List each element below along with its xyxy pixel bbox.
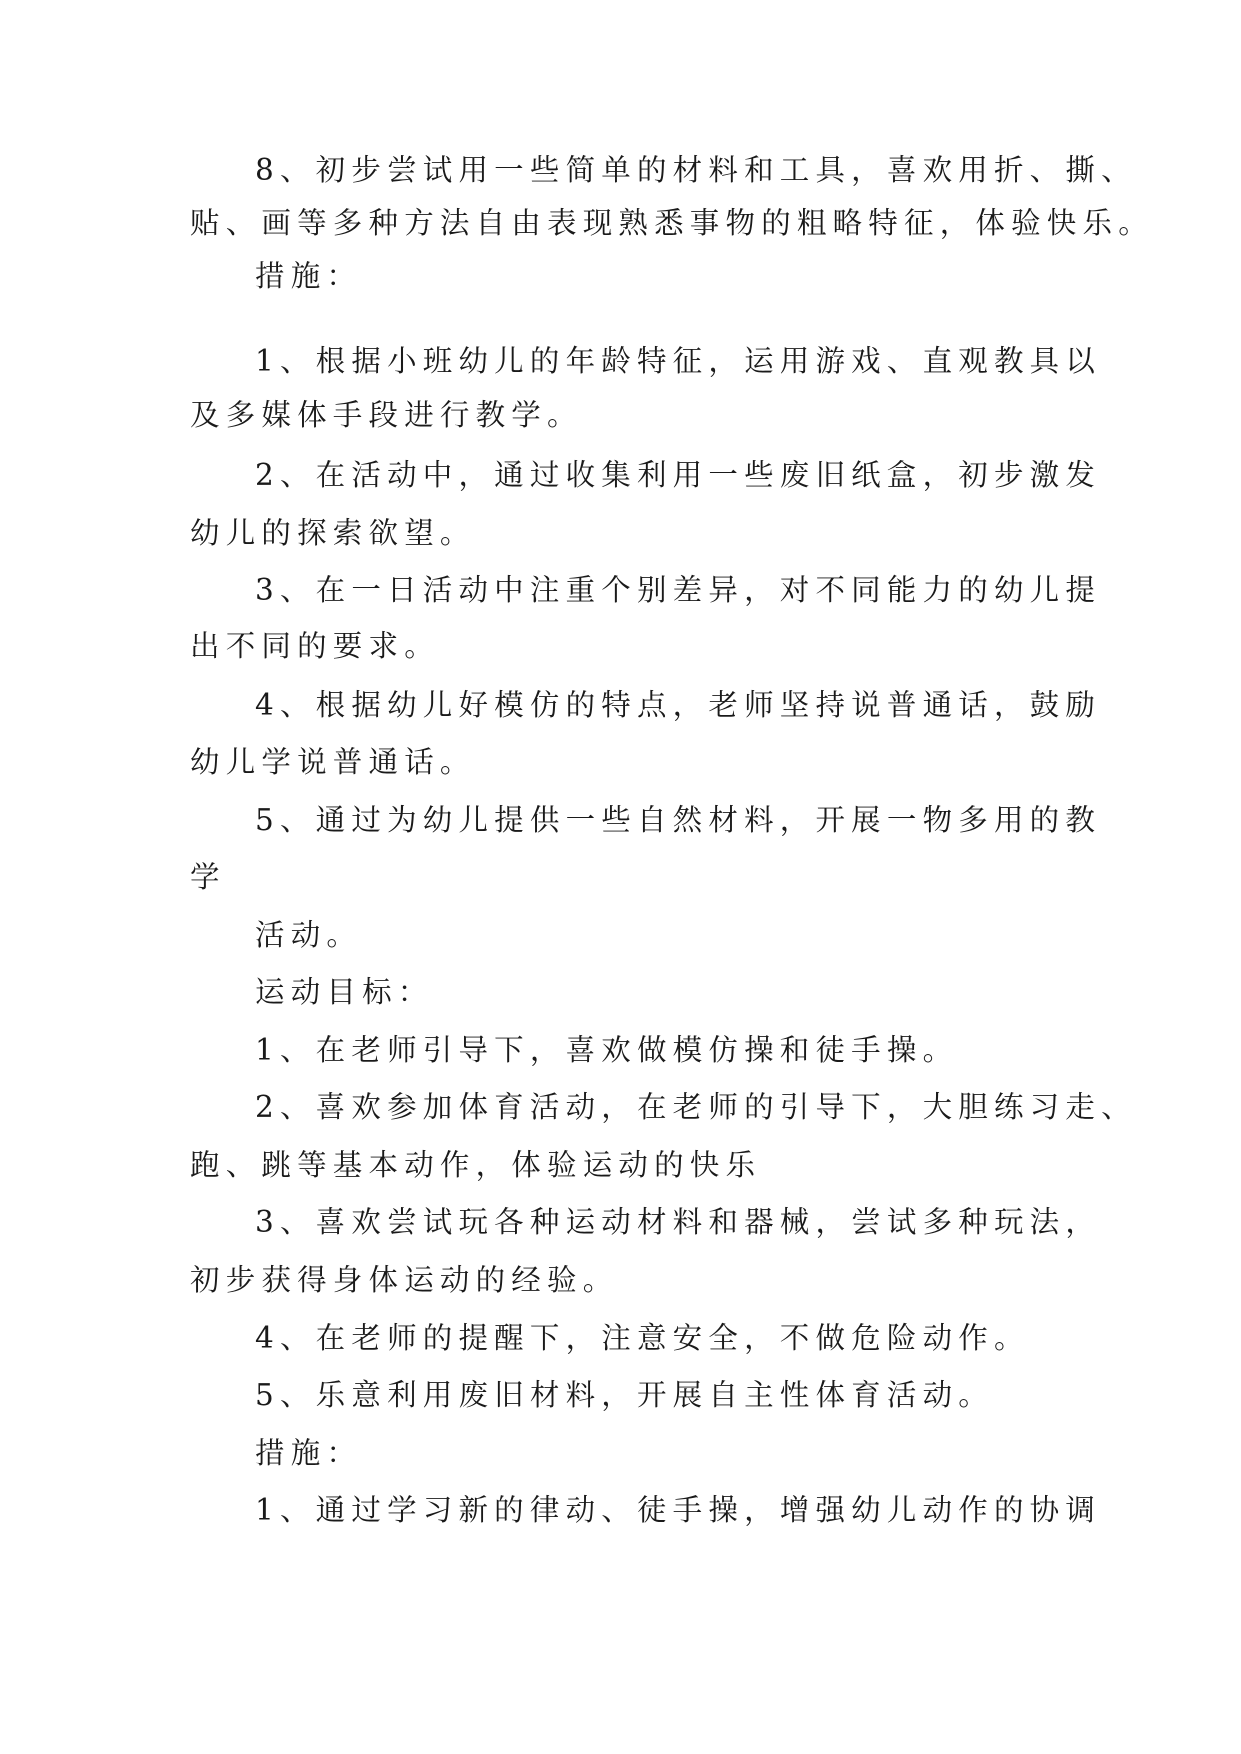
text-line: 5、通过为幼儿提供一些自然材料，开展一物多用的教 [255, 803, 1102, 837]
text-line: 3、在一日活动中注重个别差异，对不同能力的幼儿提 [255, 573, 1102, 607]
text-line: 2、在活动中，通过收集利用一些废旧纸盒，初步激发 [255, 458, 1102, 492]
text-line: 5、乐意利用废旧材料，开展自主性体育活动。 [255, 1378, 994, 1412]
text-line: 措施： [255, 1436, 363, 1470]
text-line: 1、通过学习新的律动、徒手操，增强幼儿动作的协调 [255, 1493, 1102, 1527]
text-line: 出不同的要求。 [190, 629, 440, 663]
text-line: 贴、画等多种方法自由表现熟悉事物的粗略特征，体验快乐。 [190, 206, 1154, 240]
text-line: 初步获得身体运动的经验。 [190, 1263, 619, 1297]
text-line: 及多媒体手段进行教学。 [190, 398, 583, 432]
text-line: 幼儿学说普通话。 [190, 745, 476, 779]
text-line: 8、初步尝试用一些简单的材料和工具，喜欢用折、撕、 [255, 153, 1137, 187]
text-line: 1、根据小班幼儿的年龄特征，运用游戏、直观教具以 [255, 344, 1102, 378]
text-line: 3、喜欢尝试玩各种运动材料和器械，尝试多种玩法， [255, 1205, 1102, 1239]
text-line: 措施： [255, 259, 363, 293]
text-line: 学 [190, 860, 226, 894]
text-line: 跑、跳等基本动作，体验运动的快乐 [190, 1148, 762, 1182]
text-line: 2、喜欢参加体育活动，在老师的引导下，大胆练习走、 [255, 1090, 1137, 1124]
text-line: 1、在老师引导下，喜欢做模仿操和徒手操。 [255, 1033, 959, 1067]
text-line: 4、根据幼儿好模仿的特点，老师坚持说普通话，鼓励 [255, 688, 1102, 722]
text-line: 活动。 [255, 918, 363, 952]
text-line: 4、在老师的提醒下，注意安全，不做危险动作。 [255, 1321, 1030, 1355]
text-line: 运动目标： [255, 975, 434, 1009]
text-line: 幼儿的探索欲望。 [190, 516, 476, 550]
